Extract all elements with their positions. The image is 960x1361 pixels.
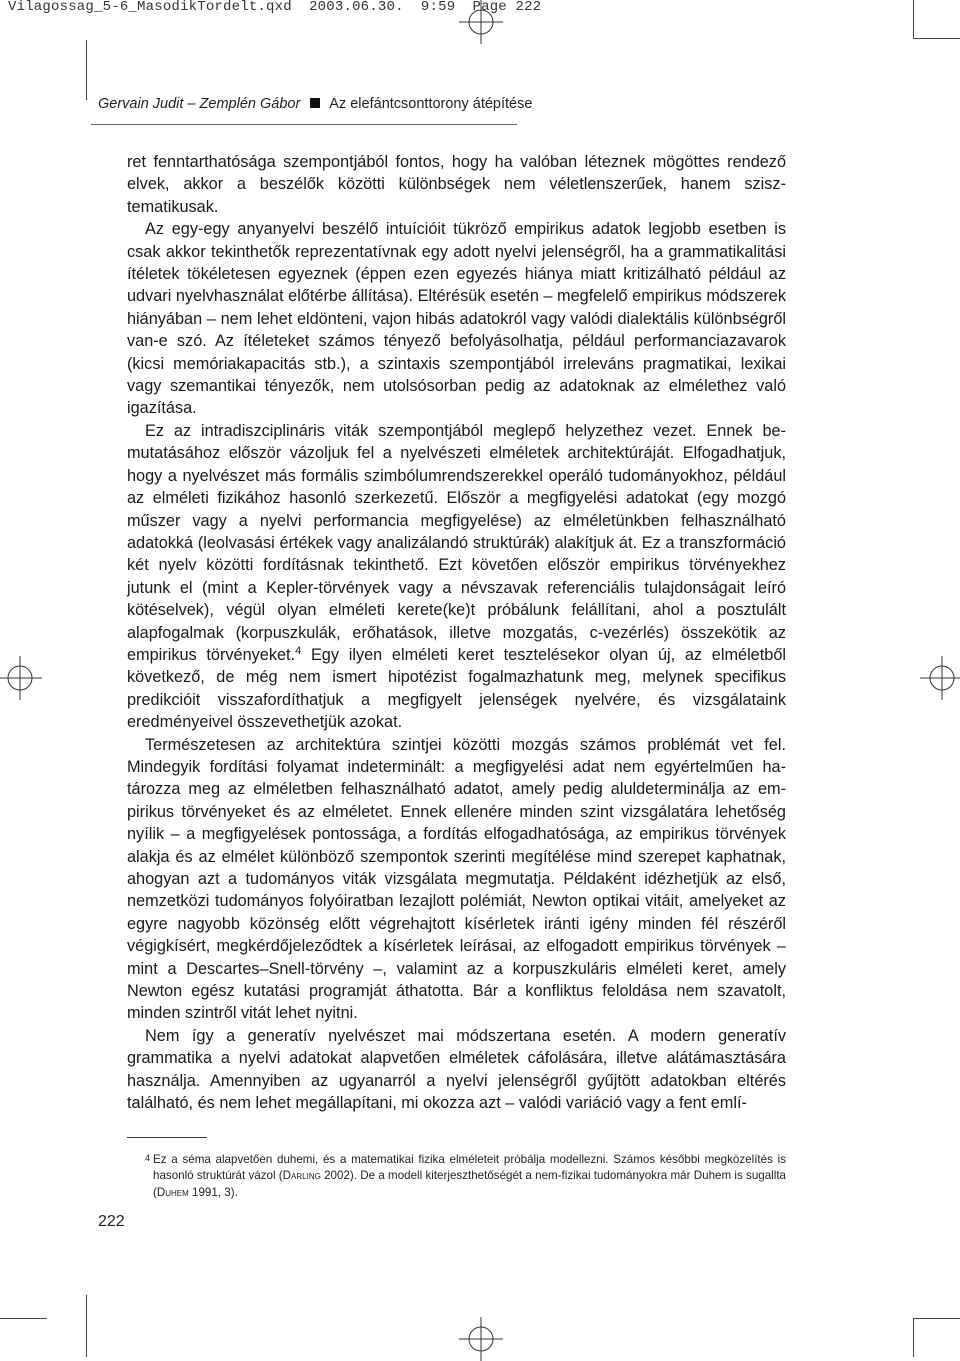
crop-mark-top-right-h [913, 38, 960, 39]
crop-mark-top-left-v [86, 40, 87, 100]
square-bullet-icon [310, 98, 320, 108]
crop-mark-top-right-v [913, 0, 914, 38]
paragraph: Nem így a generatív nyelvészet mai módszertana esetén. A modern generatív grammatika a nyelvi adatokat alapvetően elméletek cáfolására, illetve alátámasztására használja. Amennyiben az ugyanarról a nyelvi jelenségről gyűjtött adatokban eltérés található, és nem lehet megállapítani, mi okozza azt – valódi variáció vagy a fent emlí- [127, 1026, 786, 1113]
footnote-ref[interactable]: 4 [295, 644, 302, 657]
paragraph-text: Egy ilyen elméleti keret tesztelésekor olyan új, az elméletből következő, de még nem ismert hipotézist fogalmazhatunk meg, melynek specifikus predikcióit visszafordíthatjuk a megfigyelt jelenségek nyelvére, és vizsgálataink eredményeivel összevethetjük azokat. [127, 645, 786, 732]
running-head-rule [91, 124, 517, 125]
registration-mark-icon [459, 1317, 503, 1361]
crop-mark-bottom-left-v [86, 1295, 87, 1357]
footnote-text: 1991, 3). [188, 1185, 238, 1199]
crop-mark-bottom-right-h [913, 1318, 960, 1319]
slug-file: Vilagossag_5-6_MasodikTordelt.qxd [8, 0, 292, 15]
paragraph: Az egy-egy anyanyelvi beszélő intuícióit tükröző empirikus adatok legjobb esetben is csak akkor tekinthetők reprezentatívnak egy adott nyelvi jelenségről, ha a grammatikalitási ítéletek tökéletesen egyeznek (éppen ezen egyezés hiánya miatt kritizálható például az udvari nyelvhasználat előtérbe állítása). Eltérésük esetén – megfelelő empirikus módszerek hiányában – nem lehet eldönteni, vajon hibás adatokról vagy valódi dialektális különbségről van-e szó. Az ítéleteket számos tényező befolyásolhatja, például performanciazavarok (kicsi memóriakapacitás stb.), a szintaxis szempontjából irreleváns pragmatikai, lexikai vagy szemantikai tényezők, nem utolsósorban pedig az adatoknak az elmélethez való igazítása. [127, 220, 786, 418]
body-text [127, 151, 786, 1114]
running-head [98, 96, 532, 112]
footnote [145, 1152, 786, 1201]
registration-mark-icon [0, 656, 42, 700]
footnote-text: Ez a séma alapvetően duhemi, és a matematikai fizika elméleteit próbálja modellezni. Számos későbbi megközelítés is hasonló struktúrát vázol ( [153, 1153, 786, 1183]
page-number: 222 [98, 1213, 125, 1230]
paragraph: Természetesen az architektúra szintjei közötti mozgás számos problémát vet fel. Mindegyik fordítási folyamat indeterminált: a megfigyelési adat nem egyértelműen határozza meg az elméletben felhasználható adatot, amely pedig aluldeterminálja az empirikus törvényeket és az elméletet. Ennek ellenére minden szint vizsgálatára lehetőség nyílik – a megfigyelések pontossága, a fordítás elfogadhatósága, az empirikus törvények alakja és az elmélet különböző szempontok szerinti megítélése mind szerepet kaphatnak, ahogyan azt a tudományos viták vizsgálata megmutatja. Példaként idézhetjük az első, nemzetközi tudományos folyóiratban lezajlott polémiát, Newton optikai vitáit, amelyeket az egyre nagyobb közönség előtt végrehajtott kísérletek iránti igény minden fél részéről végigkísért, megkérdőjeleződtek a kísérletek leírásai, az elfogadott empirikus törvények – mint a Descartes–Snell-törvény –, valamint az a korpuszkuláris elméleti keret, amely Newton egész kutatási programját áthatotta. Bár a konfliktus feloldása nem szavatolt, minden szintről vitát lehet nyitni. [127, 735, 786, 1023]
registration-mark-icon [920, 656, 960, 700]
paragraph: ret fenntarthatósága szempontjából fontos, hogy ha valóban léteznek mögöttes rendező elvek, akkor a beszélők közötti különbségek nem véletlenszerűek, hanem szisztematikusak. [127, 153, 786, 216]
slug-date: 2003.06.30. [309, 0, 404, 15]
paragraph [127, 420, 786, 734]
slug-time: 9:59 [420, 0, 456, 15]
running-head-authors: Gervain Judit – Zemplén Gábor [98, 96, 301, 112]
running-head-title: Az elefántcsonttorony átépítése [329, 96, 533, 112]
crop-mark-bottom-right-v [913, 1318, 914, 1357]
footnote-rule [127, 1137, 207, 1138]
slug-page: Page 222 [472, 0, 542, 15]
paragraph-text: Ez az intradiszciplináris viták szempontjából meglepő helyzethez vezet. Ennek bemutatásához először vázoljuk fel a nyelvészeti elméletek architektúráját. Elfogadhatjuk, hogy a nyelvészet más formális szimbólumrendszerekkel operáló tudományokhoz, például az elméleti fizikához hasonló szerkezetű. Először a megfigyelési adatokat (egy mozgó műszer vagy a nyelvi performancia megfigyelése) az elméletünkben felhasználható adatokká (leolvasási értékek vagy analizálandó struktúrák) alakítjuk át. Ez a transzformáció két nyelv közötti fordításnak tekinthető. Ezt követően először empirikus törvényekhez jutunk el (mint a Kepler-törvények vagy a névszavak referenciális tulajdonságait leíró kötéselvek), végül olyan elméleti kerete(ke)t próbálunk felállítani, ahol a posztulált alapfogalmak (korpuszkulák, erőhatások, illetve mozgatás, c-vezérlés) összekötik az empirikus törvényeket. [127, 421, 786, 664]
footnote-body [145, 1152, 786, 1201]
footnote-text: 2002). De a modell kiterjeszthetőségét a nem-fizikai tudományokra már Duhem is sugallta ( [153, 1169, 786, 1199]
citation-author: Duhem [156, 1185, 189, 1199]
registration-mark-icon [459, 0, 503, 44]
footnote-number: 4 [145, 1153, 151, 1163]
citation-author: Darling [282, 1169, 321, 1183]
crop-mark-bottom-left-h [0, 1318, 47, 1319]
